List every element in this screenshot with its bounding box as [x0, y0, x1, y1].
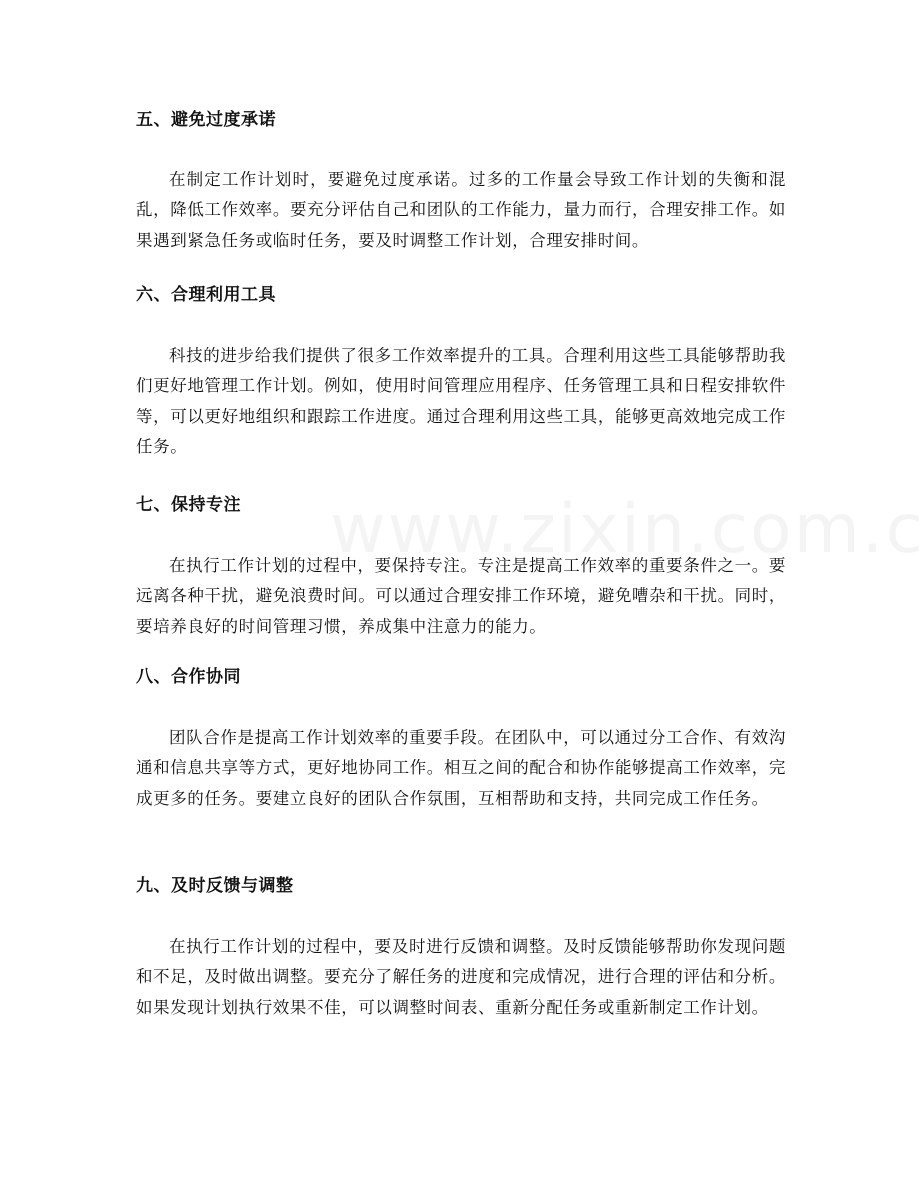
section-heading: 五、避免过度承诺 — [136, 110, 276, 130]
section-body: 在制定工作计划时，要避免过度承诺。过多的工作量会导致工作计划的失衡和混乱，降低工作效率。要充分评估自己和团队的工作能力，量力而行，合理安排工作。如果遇到紧急任务或临时任务，要及时调整工作计划，合理安排时间。 — [136, 170, 786, 250]
section-heading: 八、合作协同 — [136, 667, 241, 687]
section-body: 在执行工作计划的过程中，要保持专注。专注是提高工作效率的重要条件之一。要远离各种干扰，避免浪费时间。可以通过合理安排工作环境，避免嘈杂和干扰。同时，要培养良好的时间管理习惯，养成集中注意力的能力。 — [136, 556, 786, 636]
section-heading: 七、保持专注 — [136, 495, 241, 515]
section-body: 在执行工作计划的过程中，要及时进行反馈和调整。及时反馈能够帮助你发现问题和不足，及时做出调整。要充分了解任务的进度和完成情况，进行合理的评估和分析。如果发现计划执行效果不佳，可以调整时间表、重新分配任务或重新制定工作计划。 — [136, 937, 786, 1017]
section-body: 团队合作是提高工作计划效率的重要手段。在团队中，可以通过分工合作、有效沟通和信息共享等方式，更好地协同工作。相互之间的配合和协作能够提高工作效率，完成更多的任务。要建立良好的团队合作氛围，互相帮助和支持，共同完成工作任务。 — [136, 728, 786, 808]
section-heading: 九、及时反馈与调整 — [136, 876, 294, 896]
section-body: 科技的进步给我们提供了很多工作效率提升的工具。合理利用这些工具能够帮助我们更好地管理工作计划。例如，使用时间管理应用程序、任务管理工具和日程安排软件等，可以更好地组织和跟踪工作进度。通过合理利用这些工具，能够更高效地完成工作任务。 — [136, 346, 786, 456]
section-heading: 六、合理利用工具 — [136, 285, 276, 305]
